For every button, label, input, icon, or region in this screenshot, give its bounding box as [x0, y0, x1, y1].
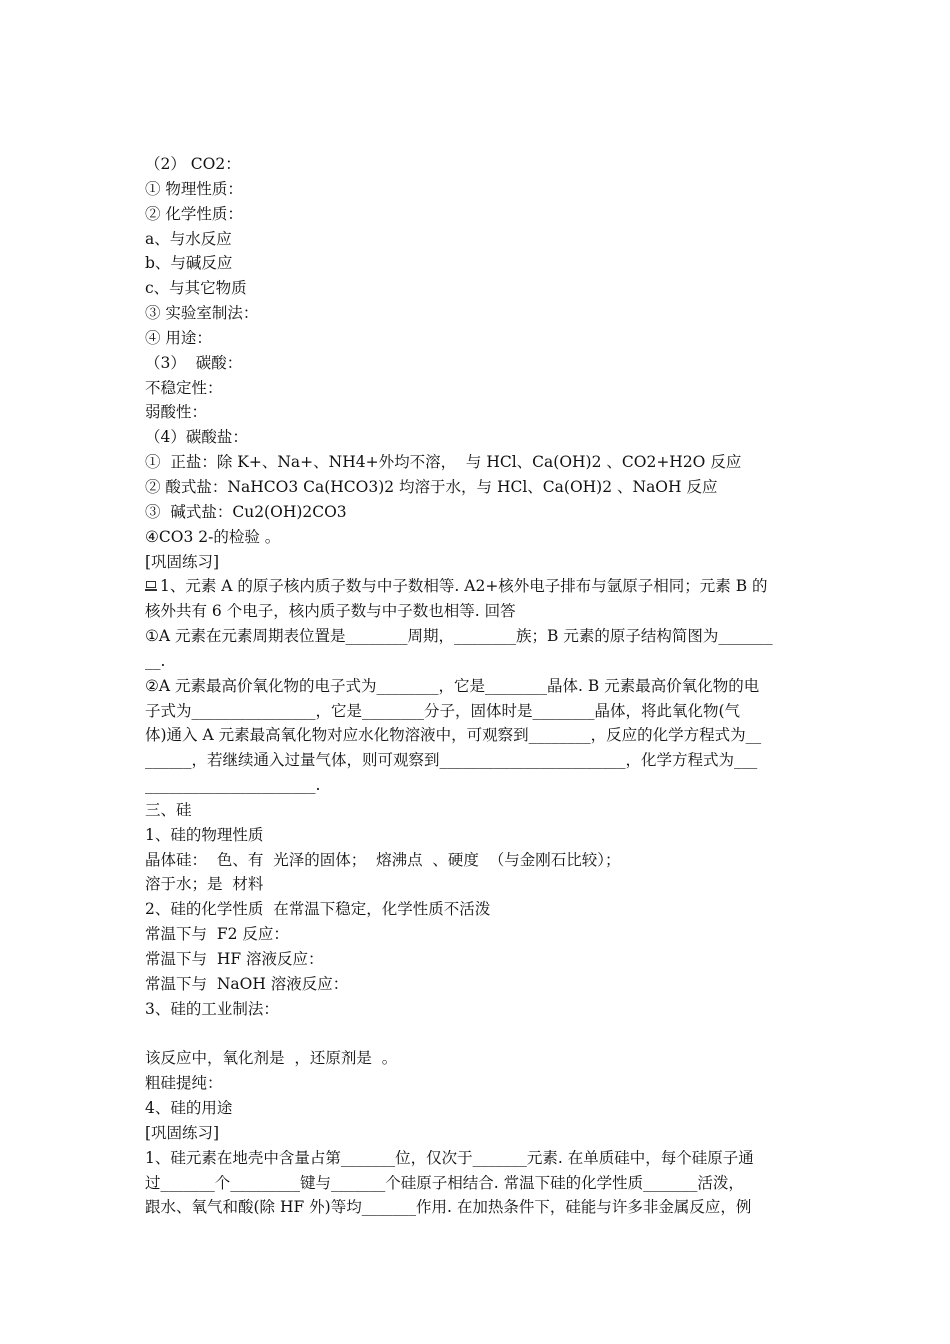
text-line: ③ 碱式盐：Cu2(OH)2CO3: [145, 502, 347, 521]
text-line: 常温下与 HF 溶液反应：: [145, 950, 324, 968]
text-line: ① 正盐：除 K+、Na+、NH4+外均不溶， 与 HCl、Ca(OH)2 、CO2+H2O 反应: [145, 453, 742, 472]
text-line: 粗硅提纯：: [145, 1074, 223, 1093]
question-line: 跟水、氧气和酸(除 HF 外)等均_______作用. 在加热条件下，硅能与许多非金属反应，例: [145, 1198, 752, 1217]
text-line: ④ 用途：: [145, 328, 212, 347]
text-line: 晶体硅： 色、有 光泽的固体； 熔沸点 、硬度 （与金刚石比较）；: [145, 850, 621, 869]
text-line: 弱酸性：: [145, 403, 208, 422]
text-line: ② 化学性质：: [145, 204, 243, 223]
text-line: 溶于水；是 材料: [145, 875, 264, 894]
section-heading: （3） 碳酸：: [145, 353, 243, 372]
exercise-heading: [巩固练习]: [145, 552, 220, 571]
text-line: 3、硅的工业制法：: [145, 999, 279, 1018]
text-line: ① 物理性质：: [145, 179, 243, 198]
question-line: [145, 574, 811, 599]
text-line: 4、硅的用途: [145, 1099, 233, 1118]
text-line: c、与其它物质: [145, 279, 247, 298]
question-line: ______，若继续通入过量气体，则可观察到________________________，化学方程式为___: [145, 751, 758, 770]
question-line: 1、硅元素在地壳中含量占第_______位，仅次于_______元素. 在单质硅中，每个硅原子通: [145, 1148, 754, 1167]
question-text: 1、元素 A 的原子核内质子数与中子数相等. A2+核外电子排布与氩原子相同；元素 B 的: [160, 577, 768, 596]
question-line: ②A 元素最高价氧化物的电子式为________，它是________晶体. B 元素最高价氧化物的电: [145, 676, 760, 695]
text-line: b、与碱反应: [145, 254, 233, 273]
question-line: 子式为________________，它是________分子，固体时是________晶体，将此氧化物(气: [145, 701, 741, 720]
question-line: ①A 元素在元素周期表位置是________周期，________族；B 元素的原子结构简图为_______: [145, 627, 773, 646]
exercise-heading: [巩固练习]: [145, 1123, 220, 1142]
section-heading: （4）碳酸盐：: [145, 428, 248, 447]
text-line: ③ 实验室制法：: [145, 304, 259, 323]
text-line: 常温下与 NaOH 溶液反应：: [145, 974, 349, 993]
question-line: __.: [145, 651, 166, 670]
text-line: ④CO3 2-的检验 。: [145, 527, 281, 546]
text-line: 常温下与 F2 反应：: [145, 925, 289, 944]
question-line: ______________________.: [145, 776, 321, 795]
question-line: 过_______个_________键与_______个硅原子相结合. 常温下硅的化学性质_______活泼，: [145, 1173, 744, 1192]
text-line: 2、硅的化学性质 在常温下稳定，化学性质不活泼: [145, 900, 491, 919]
blank-line: [145, 1022, 811, 1047]
text-line: 该反应中，氧化剂是 ，还原剂是 。: [145, 1049, 398, 1068]
question-line: 核外共有 6 个电子，核内质子数与中子数也相等. 回答: [145, 602, 516, 621]
text-line: a、与水反应: [145, 229, 232, 248]
section-heading: 三、硅: [145, 800, 192, 819]
computer-icon: [145, 581, 158, 592]
document-body: [145, 152, 811, 1220]
text-line: ② 酸式盐：NaHCO3 Ca(HCO3)2 均溶于水，与 HCl、Ca(OH)2 、NaOH 反应: [145, 477, 718, 496]
question-line: 体)通入 A 元素最高氧化物对应水化物溶液中，可观察到________，反应的化学方程式为__: [145, 726, 762, 745]
text-line: 1、硅的物理性质: [145, 825, 264, 844]
text-line: （2） CO2：: [145, 155, 241, 173]
text-line: 不稳定性：: [145, 378, 223, 397]
